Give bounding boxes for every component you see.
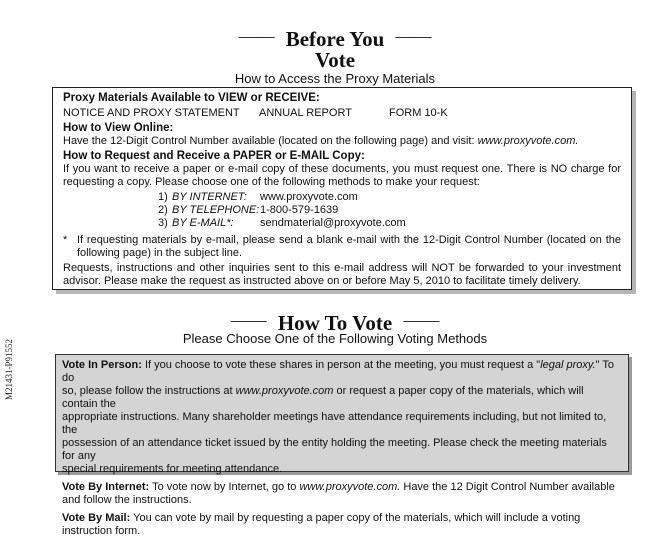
method-internet-label: BY INTERNET: — [172, 191, 247, 203]
view-online-url[interactable]: www.proxyvote.com. — [477, 135, 579, 147]
vote-by-mail-label: Vote By Mail: — [62, 512, 131, 524]
request-copy-line2: requesting a copy. Please choose one of the following methods to make your request: — [63, 176, 480, 188]
vote-in-person-label: Vote In Person: — [62, 359, 142, 371]
method-email-label: BY E-MAIL*: — [172, 217, 234, 229]
internet-vote-url[interactable]: www.proxyvote.com. — [299, 481, 401, 493]
request-copy-line1: If you want to receive a paper or e-mail copy of these documents, you must request one. There is NO charge for — [63, 163, 621, 175]
method-telephone: 2) BY TELEPHONE: 1-800-579-1639 — [158, 204, 339, 216]
page-subtitle: How to Access the Proxy Materials — [234, 71, 436, 86]
proxy-materials-box — [52, 87, 632, 290]
vote-by-internet-label: Vote By Internet: — [62, 481, 150, 493]
title-dash-right: —— — [395, 26, 432, 46]
closing-line1: Requests, instructions and other inquiries sent to this e-mail address will NOT be forwarded to your investment — [63, 262, 621, 274]
voting-methods-box — [55, 354, 629, 537]
email-footnote — [63, 234, 621, 260]
method-email-value[interactable]: sendmaterial@proxyvote.com — [260, 217, 406, 229]
vote-by-mail: Vote By Mail: You can vote by mail by requesting a paper copy of the materials, which will include a voting instruction form. — [62, 512, 581, 537]
how-to-vote-subtitle: Please Choose One of the Following Voting Methods — [182, 331, 488, 346]
footnote-mark: * — [63, 234, 68, 246]
vote-in-person: Vote In Person: If you choose to vote these shares in person at the meeting, you must request a "legal proxy." To do so, please follow the instructions at www.proxyvote.com or request a paper copy of the materials, which will contain the appropriate instructions. Many shareholder meetings have attendance requirements including, but not limited to, the possession of an attendance ticket issued by the entity holding the meeting. Please check the meeting materials for any special requirements for meeting attendance. — [62, 359, 615, 475]
side-document-code: M21431-P91552 — [4, 338, 14, 400]
doc-form-10k: FORM 10-K — [389, 107, 448, 119]
how-to-vote-title-text: How To Vote — [277, 311, 393, 335]
request-methods — [158, 191, 621, 230]
method-telephone-value[interactable]: 1-800-579-1639 — [260, 204, 339, 216]
proxy-materials-heading: Proxy Materials Available to VIEW or RECEIVE: — [63, 92, 320, 104]
request-copy-heading: How to Request and Receive a PAPER or E-MAIL Copy: — [63, 150, 365, 162]
title-dash-left: —— — [238, 26, 275, 46]
method-internet-value[interactable]: www.proxyvote.com — [260, 191, 358, 203]
vote-by-internet: Vote By Internet: To vote now by Internet, go to www.proxyvote.com. Have the 12 Digit Control Number available and follow the instructions. — [62, 481, 615, 506]
how-to-vote-dash-right: —— — [403, 310, 440, 330]
view-online-heading: How to View Online: — [63, 122, 174, 134]
closing-line2: advisor. Please make the request as instructed above on or before May 5, 2010 to facilitate timely delivery. — [63, 275, 581, 287]
title-line1: Before You — [285, 27, 385, 51]
how-to-vote-dash-left: —— — [230, 310, 267, 330]
view-online-text: Have the 12-Digit Control Number available (located on the following page) and visit: www.proxyvote.com. — [63, 135, 579, 147]
page-title — [0, 24, 670, 51]
proxy-docs-list — [63, 107, 621, 120]
in-person-url[interactable]: www.proxyvote.com — [235, 385, 334, 397]
doc-notice: NOTICE AND PROXY STATEMENT — [63, 107, 240, 119]
method-telephone-label: BY TELEPHONE: — [172, 204, 260, 216]
method-internet: 1) BY INTERNET: www.proxyvote.com — [158, 191, 358, 203]
legal-proxy-text: legal proxy. — [540, 359, 596, 371]
title-line2: Vote — [314, 48, 356, 72]
method-email: 3) BY E-MAIL*: sendmaterial@proxyvote.com — [158, 217, 406, 229]
footnote-text: If requesting materials by e-mail, please send a blank e-mail with the 12-Digit Control Number (located on the following page) in the subject line. — [77, 234, 621, 259]
doc-annual-report: ANNUAL REPORT — [259, 107, 352, 119]
